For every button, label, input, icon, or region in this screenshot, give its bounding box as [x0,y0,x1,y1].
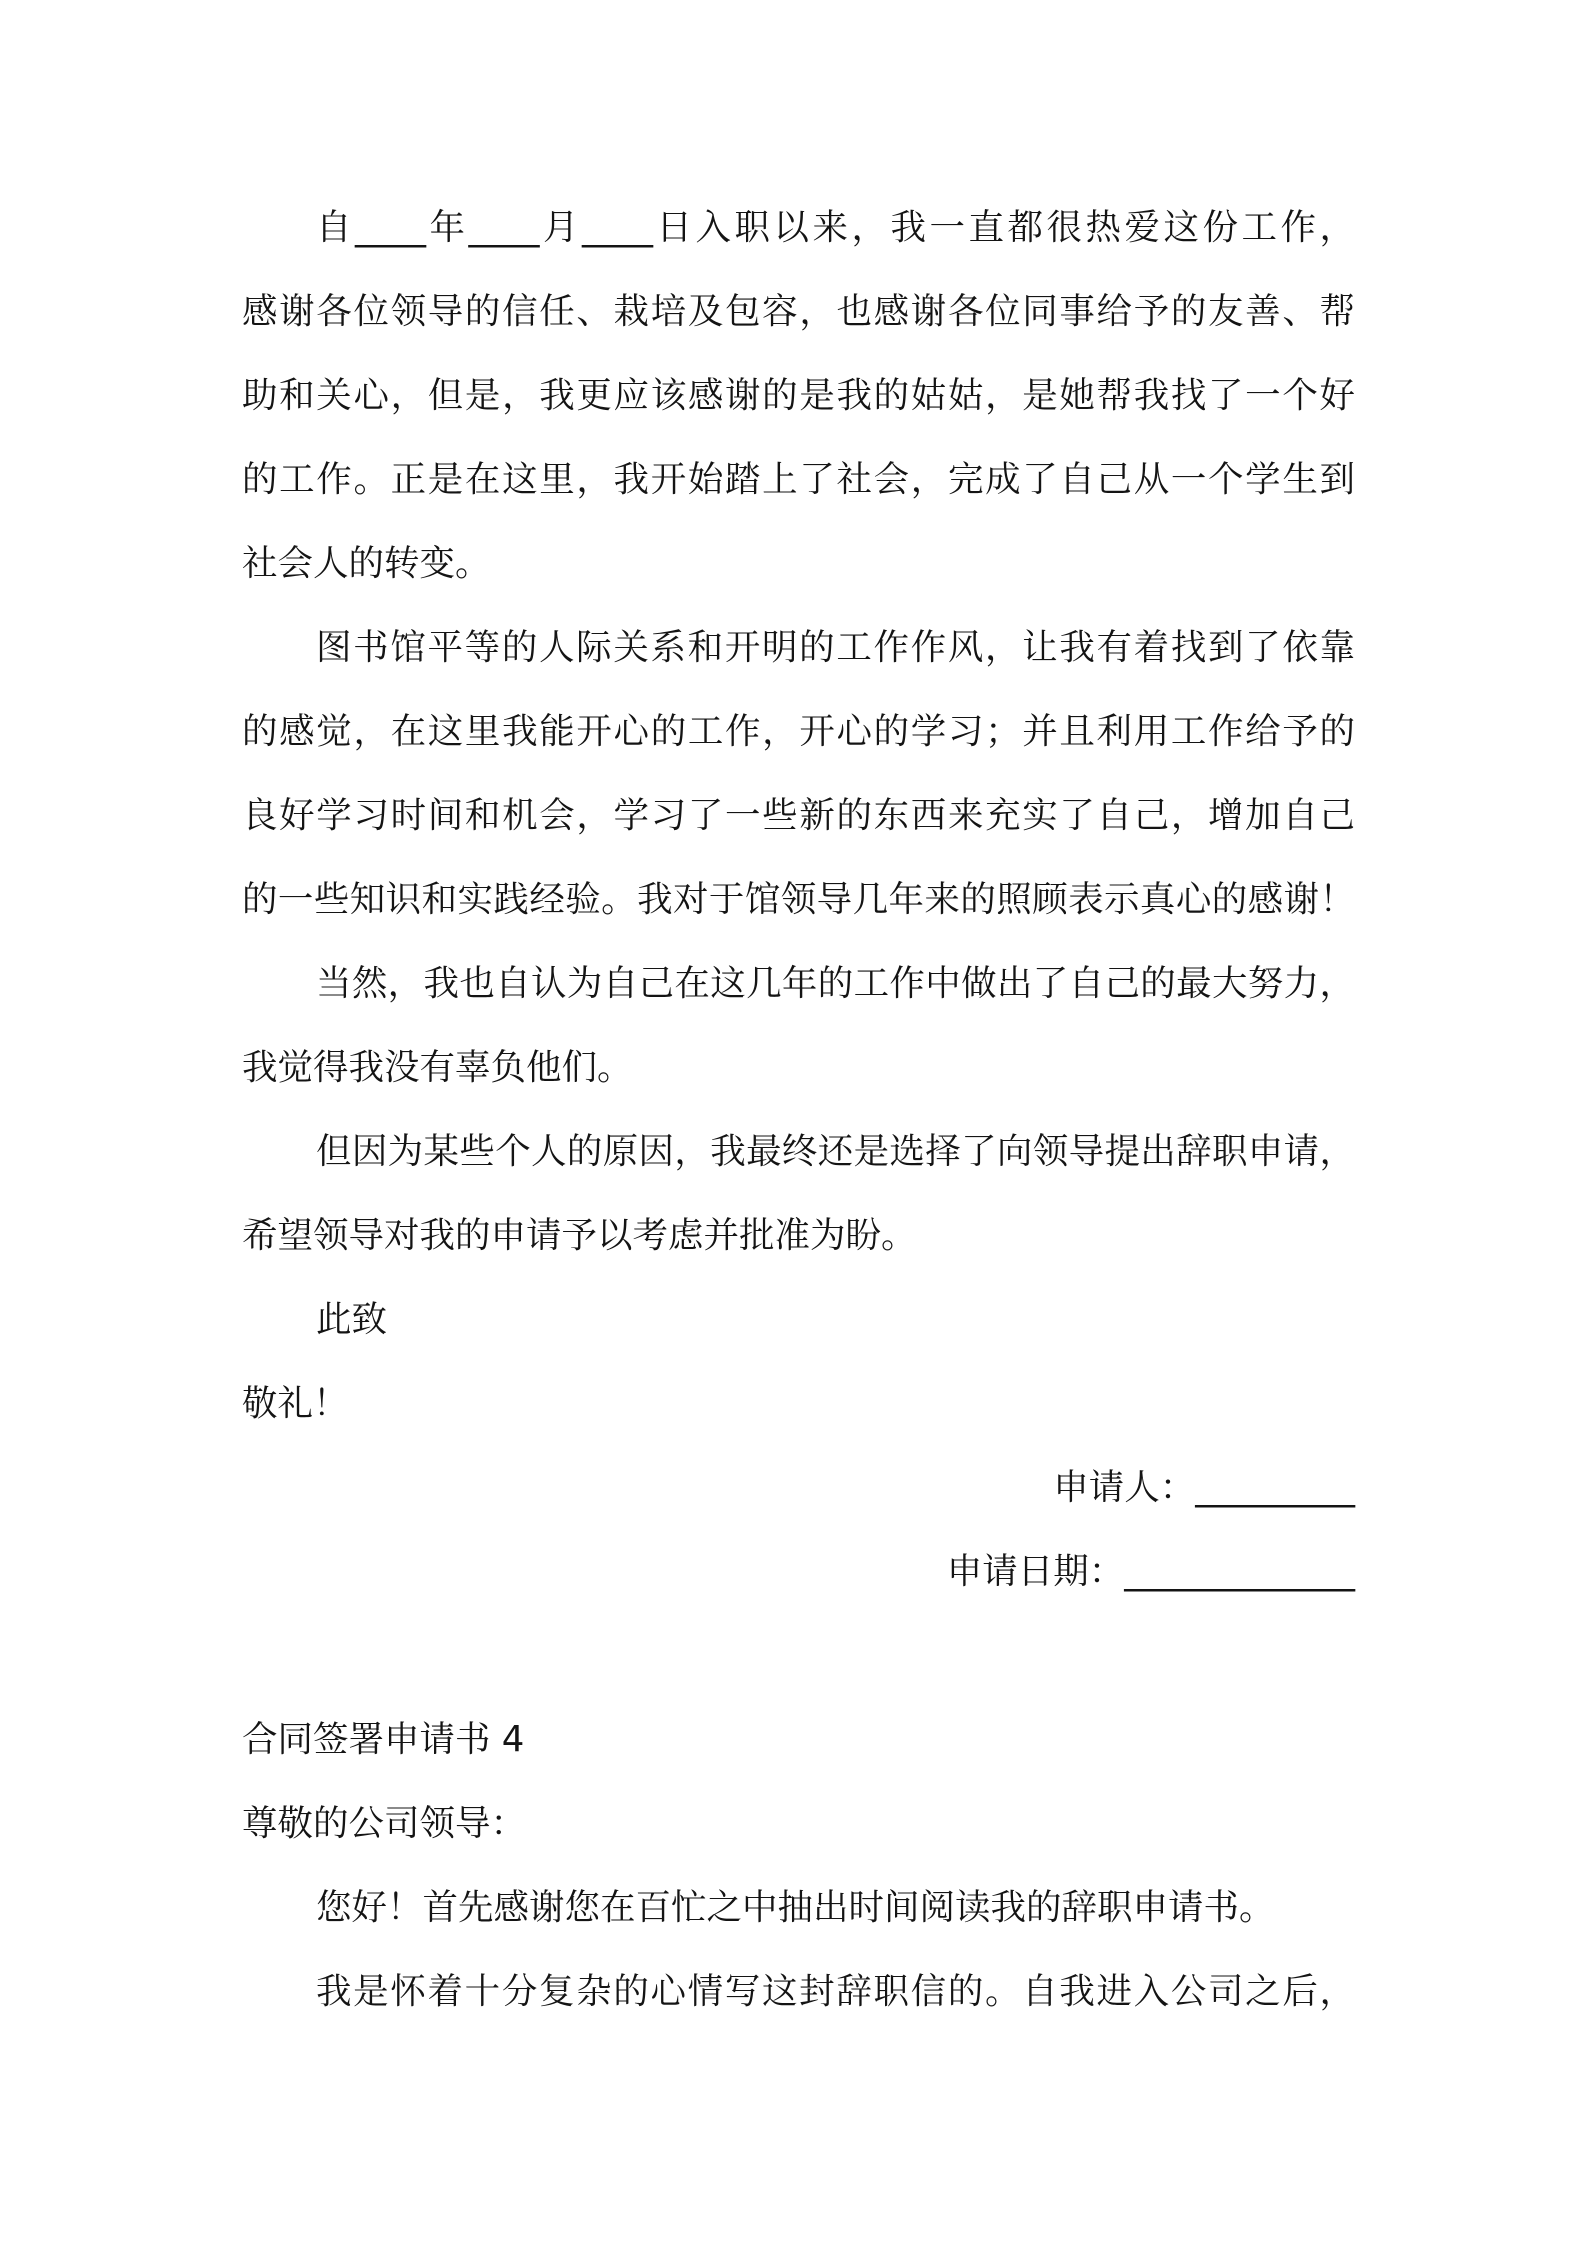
paragraph-line: 您好！首先感谢您在百忙之中抽出时间阅读我的辞职申请书。 [316,1887,1275,1928]
paragraph-line: 图书馆平等的人际关系和开明的工作作风，让我有着找到了依靠 [316,627,1355,668]
paragraph-effort [242,942,1355,1110]
paragraph-line: 的工作。正是在这里，我开始踏上了社会，完成了自己从一个学生到 [242,459,1355,500]
paragraph-line: 自____年____月____日入职以来，我一直都很热爱这份工作， [316,207,1355,248]
paragraph-line: 的一些知识和实践经验。我对于馆领导几年来的照顾表示真心的感谢！ [242,879,1355,920]
paragraph-line: 希望领导对我的申请予以考虑并批准为盼。 [242,1215,917,1256]
salutation-text: 敬礼！ [242,1383,349,1424]
paragraph-line: 社会人的转变。 [242,543,491,584]
paragraph-line: 感谢各位领导的信任、栽培及包容，也感谢各位同事给予的友善、帮 [242,291,1355,332]
closing-text: 此致 [316,1299,388,1340]
paragraph-line: 助和关心，但是，我更应该感谢的是我的姑姑，是她帮我找了一个好 [242,375,1355,416]
blank-line [242,1614,1355,1698]
paragraph-line: 当然，我也自认为自己在这几年的工作中做出了自己的最大努力， [316,963,1355,1004]
paragraph-line: 良好学习时间和机会，学习了一些新的东西来充实了自己，增加自己 [242,795,1355,836]
paragraph-resignation [242,1110,1355,1278]
section-title: 合同签署申请书 4 [242,1719,525,1760]
paragraph-line: 的感觉，在这里我能开心的工作，开心的学习；并且利用工作给予的 [242,711,1355,752]
greeting-text: 尊敬的公司领导： [242,1803,527,1844]
document-body [242,186,1355,2034]
paragraph-line: 我觉得我没有辜负他们。 [242,1047,633,1088]
paragraph-line: 我是怀着十分复杂的心情写这封辞职信的。自我进入公司之后， [316,1971,1355,2012]
applicant-signature-field: 申请人：_________ [1053,1467,1355,1508]
paragraph-gratitude [242,186,1355,606]
paragraph-library [242,606,1355,942]
application-date-field: 申请日期：_____________ [946,1551,1355,1592]
paragraph-line: 但因为某些个人的原因，我最终还是选择了向领导提出辞职申请， [316,1131,1355,1172]
